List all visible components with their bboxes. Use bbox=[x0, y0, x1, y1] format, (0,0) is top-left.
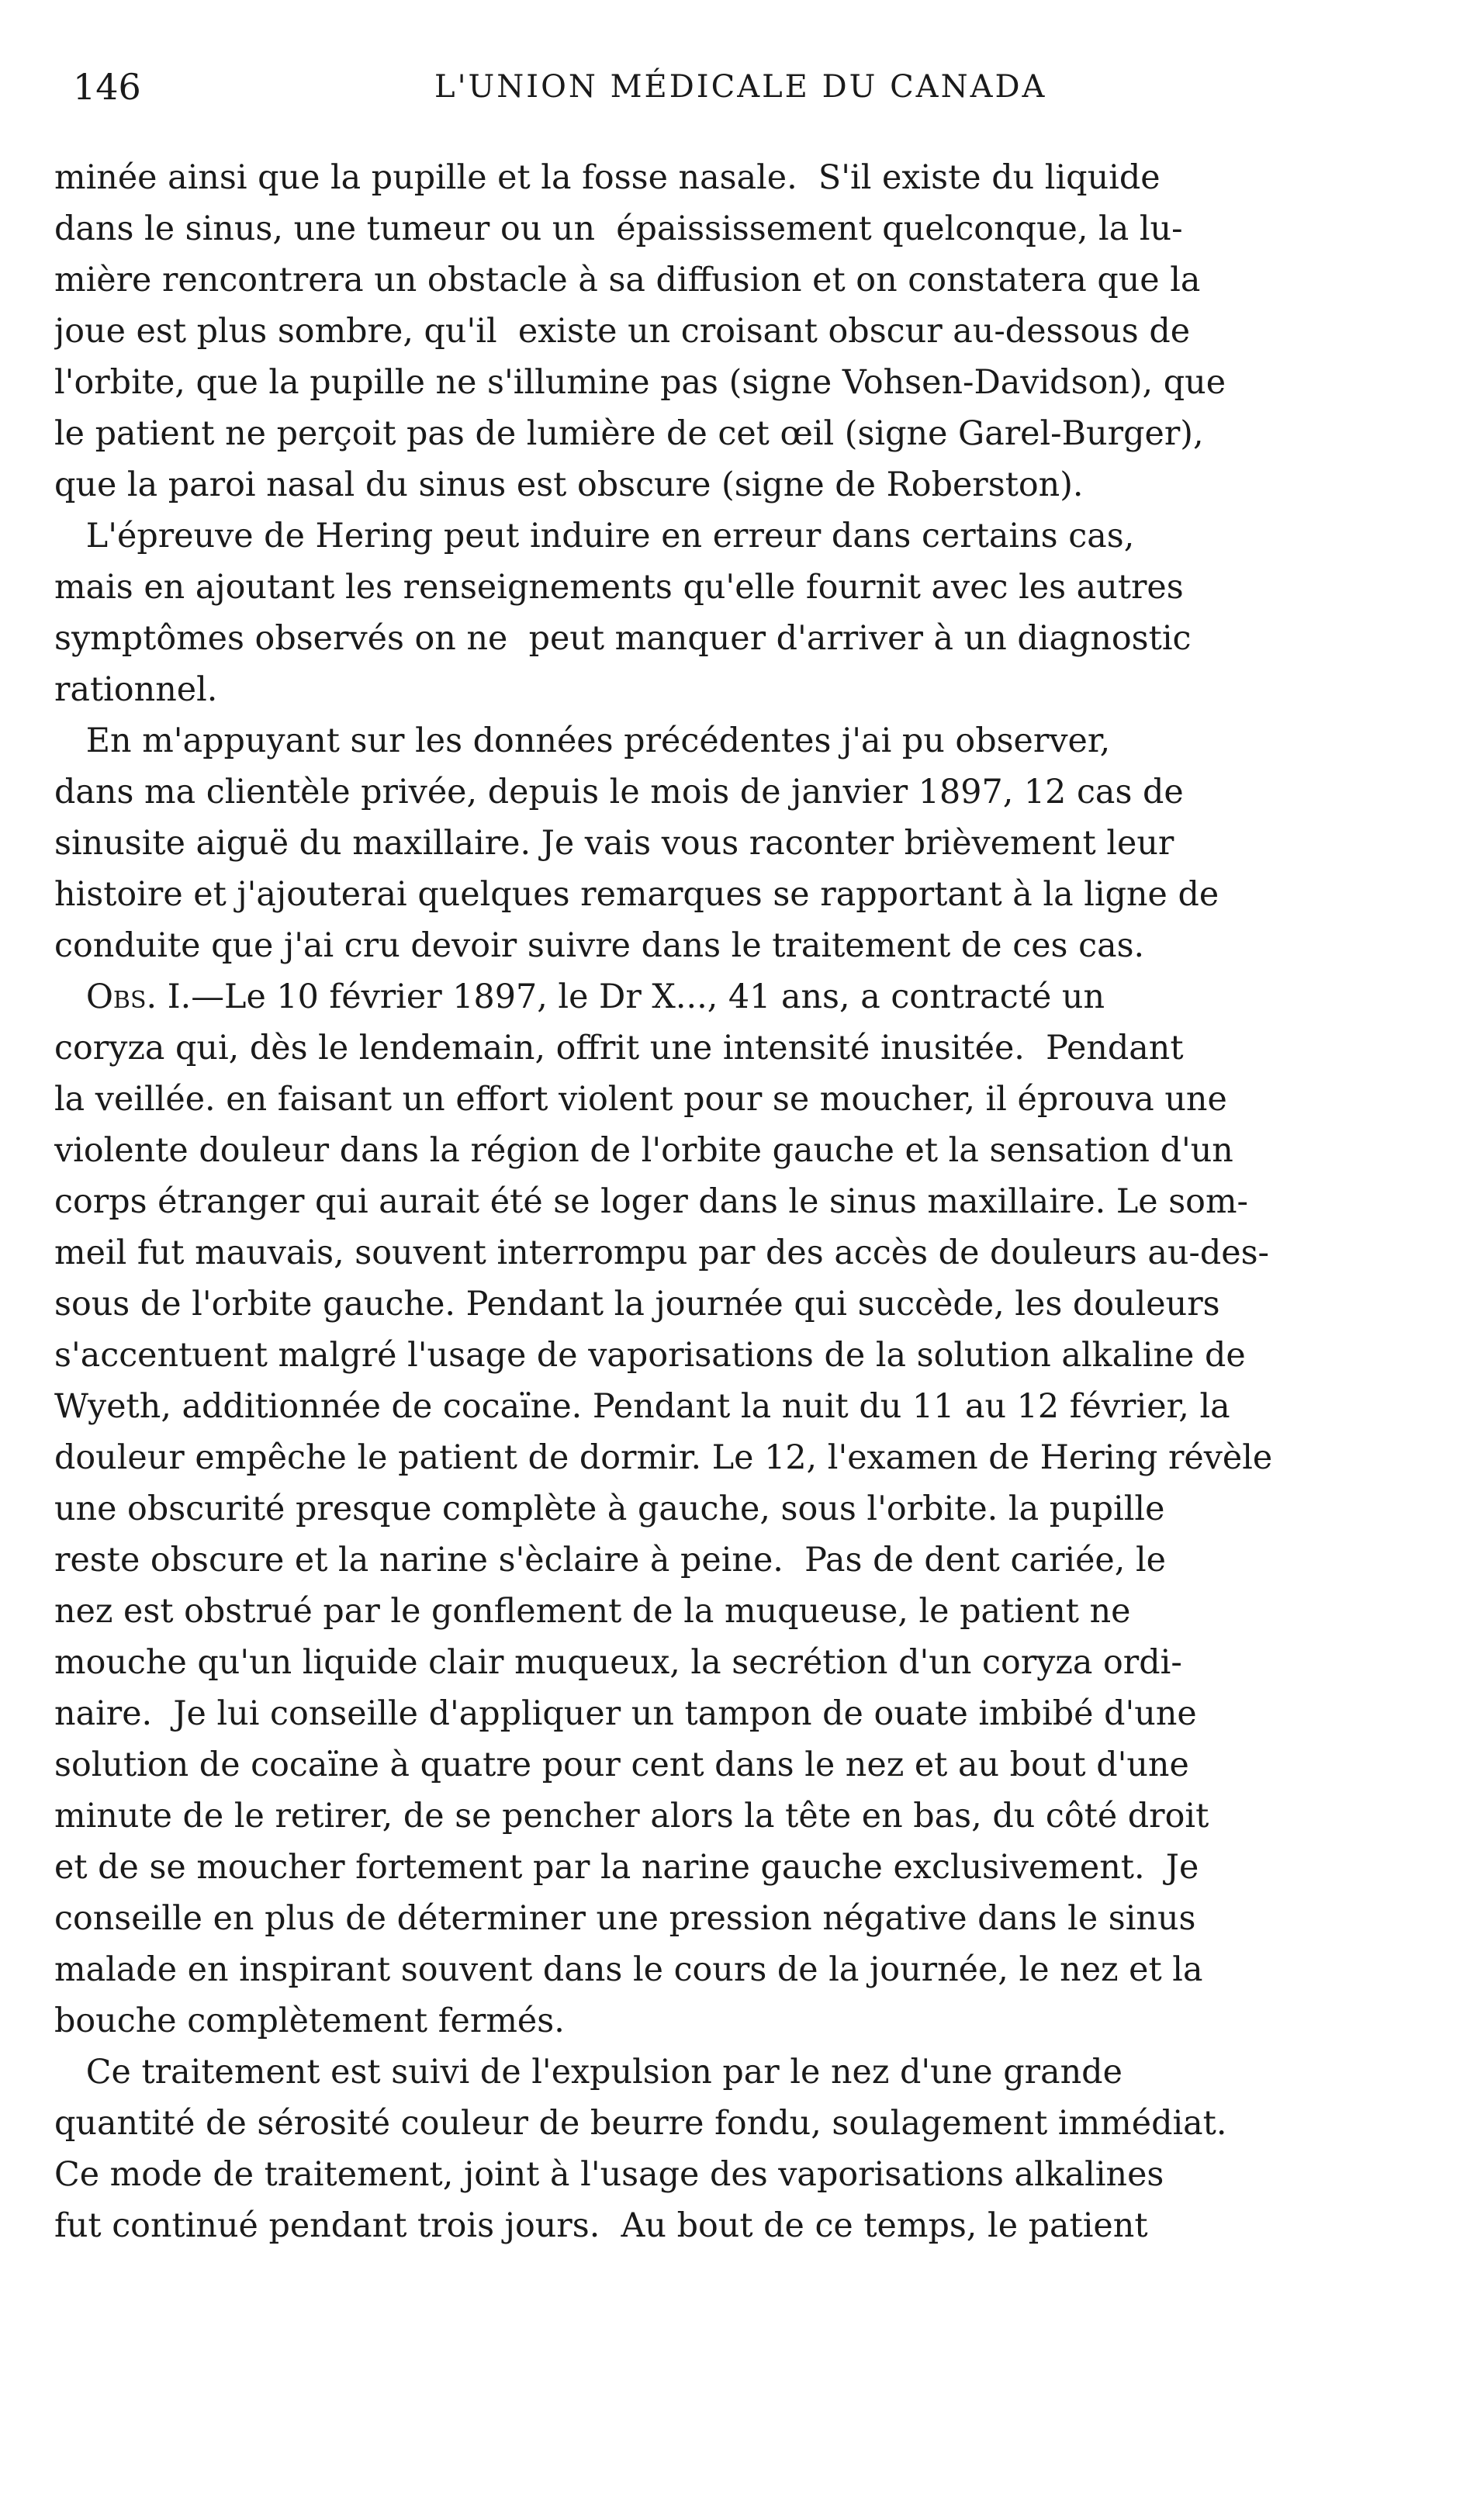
text-line: conduite que j'ai cru devoir suivre dans le traitement de ces cas. bbox=[54, 926, 1145, 965]
text-line: minute de le retirer, de se pencher alors la tête en bas, du côté droit bbox=[54, 1797, 1209, 1836]
text-line: mouche qu'un liquide clair muqueux, la secrétion d'un coryza ordi- bbox=[54, 1643, 1182, 1682]
text-line: malade en inspirant souvent dans le cours de la journée, le nez et la bbox=[54, 1950, 1203, 1989]
text-line: Wyeth, additionnée de cocaïne. Pendant la nuit du 11 au 12 février, la bbox=[54, 1387, 1230, 1426]
text-line: mais en ajoutant les renseignements qu'elle fournit avec les autres bbox=[54, 568, 1184, 607]
text-line: meil fut mauvais, souvent interrompu par des accès de douleurs au-des- bbox=[54, 1234, 1270, 1272]
text-line: bouche complètement fermés. bbox=[54, 2002, 565, 2040]
text-line: Ce traitement est suivi de l'expulsion par le nez d'une grande bbox=[54, 2053, 1123, 2092]
text-line: symptômes observés on ne peut manquer d'arriver à un diagnostic bbox=[54, 619, 1192, 658]
text-line: sinusite aiguë du maxillaire. Je vais vous raconter brièvement leur bbox=[54, 824, 1174, 863]
text-line: reste obscure et la narine s'èclaire à peine. Pas de dent cariée, le bbox=[54, 1541, 1166, 1580]
text-line: s'accentuent malgré l'usage de vaporisations de la solution alkaline de bbox=[54, 1336, 1246, 1375]
text-line: dans le sinus, une tumeur ou un épaississement quelconque, la lu- bbox=[54, 209, 1183, 248]
obs-label: Obs. bbox=[85, 977, 157, 1016]
page-number: 146 bbox=[73, 66, 141, 108]
text-line: En m'appuyant sur les données précédentes j'ai pu observer, bbox=[54, 721, 1111, 760]
text-line: dans ma clientèle privée, depuis le mois de janvier 1897, 12 cas de bbox=[54, 773, 1184, 811]
text-line: la veillée. en faisant un effort violent pour se moucher, il éprouva une bbox=[54, 1080, 1227, 1119]
text-line: quantité de sérosité couleur de beurre fondu, soulagement immédiat. bbox=[54, 2104, 1227, 2143]
text-line: l'orbite, que la pupille ne s'illumine pas (signe Vohsen-Davidson), que bbox=[54, 363, 1226, 402]
text-line: une obscurité presque complète à gauche, sous l'orbite. la pupille bbox=[54, 1490, 1165, 1528]
text-line: naire. Je lui conseille d'appliquer un tampon de ouate imbibé d'une bbox=[54, 1694, 1197, 1733]
text-line: violente douleur dans la région de l'orbite gauche et la sensation d'un bbox=[54, 1131, 1233, 1170]
obs-line bbox=[54, 971, 1484, 1022]
text-line: Ce mode de traitement, joint à l'usage des vaporisations alkalines bbox=[54, 2155, 1164, 2194]
page-header bbox=[0, 64, 1484, 110]
text-line: solution de cocaïne à quatre pour cent dans le nez et au bout d'une bbox=[54, 1746, 1189, 1784]
text-line: conseille en plus de déterminer une pression négative dans le sinus bbox=[54, 1899, 1196, 1938]
text-line: le patient ne perçoit pas de lumière de cet œil (signe Garel-Burger), bbox=[54, 414, 1204, 453]
text-line: sous de l'orbite gauche. Pendant la journée qui succède, les douleurs bbox=[54, 1285, 1220, 1323]
text-line: L'épreuve de Hering peut induire en erreur dans certains cas, bbox=[54, 517, 1135, 555]
text-line: coryza qui, dès le lendemain, offrit une intensité inusitée. Pendant bbox=[54, 1029, 1184, 1067]
text-line: joue est plus sombre, qu'il existe un croisant obscur au-dessous de bbox=[54, 312, 1191, 351]
text-line: fut continué pendant trois jours. Au bout de ce temps, le patient bbox=[54, 2206, 1148, 2245]
text-line: douleur empêche le patient de dormir. Le 12, l'examen de Hering révèle bbox=[54, 1438, 1273, 1477]
text-line: corps étranger qui aurait été se loger dans le sinus maxillaire. Le som- bbox=[54, 1182, 1248, 1221]
text-line: et de se moucher fortement par la narine gauche exclusivement. Je bbox=[54, 1848, 1199, 1887]
obs-line-text: I.—Le 10 février 1897, le Dr X..., 41 ans, a contracté un bbox=[157, 977, 1105, 1016]
running-title: L'UNION MÉDICALE DU CANADA bbox=[434, 69, 1047, 105]
text-line: que la paroi nasal du sinus est obscure (signe de Roberston). bbox=[54, 465, 1084, 504]
text-line: mière rencontrera un obstacle à sa diffusion et on constatera que la bbox=[54, 261, 1201, 299]
text-line: nez est obstrué par le gonflement de la muqueuse, le patient ne bbox=[54, 1592, 1131, 1631]
text-line: minée ainsi que la pupille et la fosse nasale. S'il existe du liquide bbox=[54, 158, 1161, 197]
text-line: histoire et j'ajouterai quelques remarques se rapportant à la ligne de bbox=[54, 875, 1219, 914]
text-line: rationnel. bbox=[54, 670, 218, 709]
